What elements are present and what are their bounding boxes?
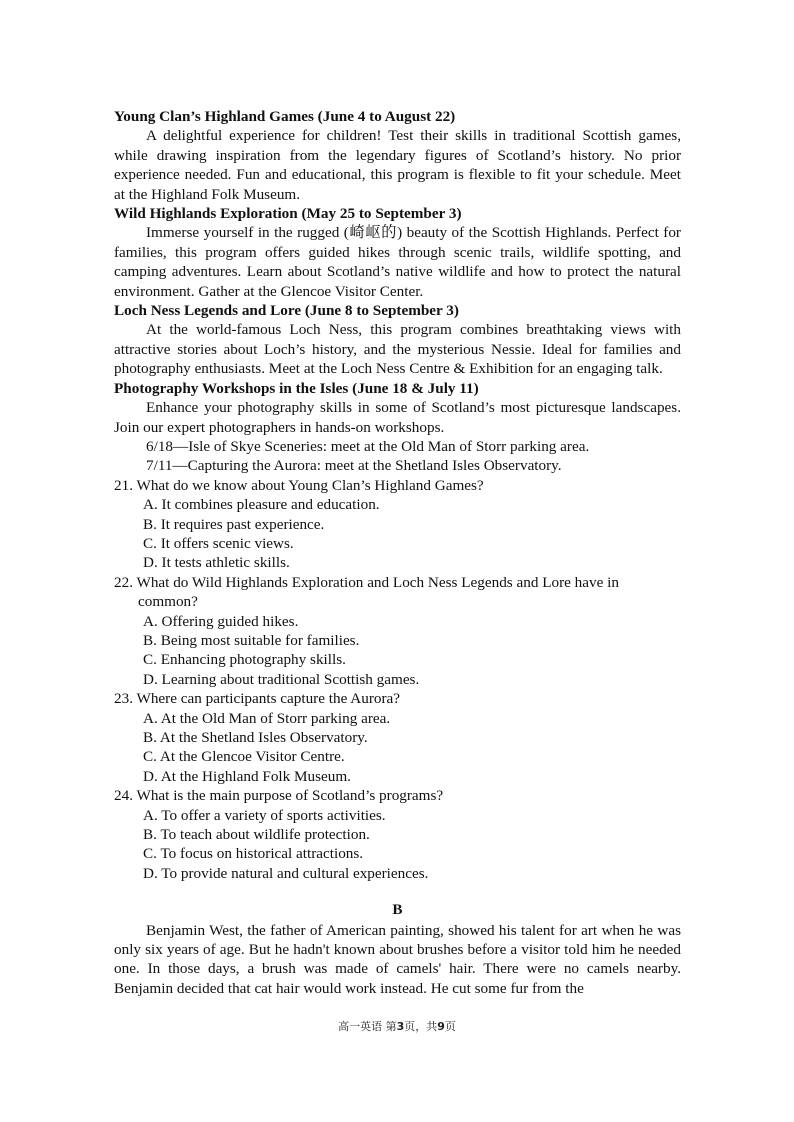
answer-option: D. Learning about traditional Scottish games. bbox=[143, 670, 420, 688]
answer-option: D. At the Highland Folk Museum. bbox=[143, 767, 351, 785]
program-loch-ness bbox=[114, 301, 681, 379]
answer-option: C. At the Glencoe Visitor Centre. bbox=[143, 748, 345, 766]
answer-option: A. To offer a variety of sports activities. bbox=[143, 806, 386, 824]
question-stem: 21. What do we know about Young Clan’s Highland Games? bbox=[114, 476, 484, 494]
program-heading: Loch Ness Legends and Lore (June 8 to September 3) bbox=[114, 302, 459, 320]
program-description: A delightful experience for children! Test their skills in traditional Scottish games, while drawing inspiration from the legendary figures of Scotland’s history. No prior experience needed. Fun and educational, this program is flexible to fit your schedule. Meet at the Highland Folk Museum. bbox=[114, 127, 681, 203]
question-23 bbox=[114, 689, 681, 786]
section-b-label: B bbox=[392, 901, 403, 919]
footer-page-current: 3 bbox=[396, 1020, 405, 1033]
footer-page-total: 9 bbox=[437, 1020, 445, 1033]
answer-option: A. Offering guided hikes. bbox=[143, 612, 299, 630]
program-photography bbox=[114, 379, 681, 476]
question-21 bbox=[114, 476, 681, 573]
program-heading: Photography Workshops in the Isles (June 18 & July 11) bbox=[114, 379, 479, 397]
answer-option: D. It tests athletic skills. bbox=[143, 554, 290, 572]
question-stem: 24. What is the main purpose of Scotland’s programs? bbox=[114, 787, 444, 805]
footer-page-mid: 页，共 bbox=[404, 1020, 438, 1033]
answer-option: A. At the Old Man of Storr parking area. bbox=[143, 709, 391, 727]
footer-page-suffix: 页 bbox=[444, 1020, 456, 1033]
footer-subject: 高一英语 bbox=[338, 1020, 383, 1033]
question-stem: 23. Where can participants capture the Aurora? bbox=[114, 690, 401, 708]
answer-option: A. It combines pleasure and education. bbox=[143, 496, 380, 514]
program-heading: Wild Highlands Exploration (May 25 to September 3) bbox=[114, 205, 462, 223]
answer-option: B. At the Shetland Isles Observatory. bbox=[143, 729, 368, 746]
program-wild-highlands bbox=[114, 204, 681, 301]
schedule-item: 7/11—Capturing the Aurora: meet at the Shetland Isles Observatory. bbox=[146, 457, 562, 475]
answer-option: C. It offers scenic views. bbox=[143, 534, 294, 552]
answer-option: C. Enhancing photography skills. bbox=[143, 651, 346, 669]
question-22 bbox=[114, 573, 681, 689]
answer-option: C. To focus on historical attractions. bbox=[143, 845, 364, 863]
program-young-clan bbox=[114, 107, 681, 204]
question-stem: 22. What do Wild Highlands Exploration and Loch Ness Legends and Lore have in common? bbox=[114, 573, 619, 611]
page-footer bbox=[0, 1018, 794, 1034]
page-content bbox=[114, 107, 681, 998]
section-b-passage: Benjamin West, the father of American painting, showed his talent for art when he was only six years of age. But he hadn't known about brushes before a visitor told him he needed one. In those days, a brush was made of camels' hair. There were no camels nearby. Benjamin decided that cat hair would work instead. He cut some fur from the bbox=[114, 921, 681, 997]
program-description: Immerse yourself in the rugged (崎岖的) beauty of the Scottish Highlands. Perfect for families, this program offers guided hikes through scenic trails, wildlife spotting, and camping adventures. Learn about Scotland’s native wildlife and how to protect the natural environment. Gather at the Glencoe Visitor Center. bbox=[114, 224, 681, 300]
schedule-item: 6/18—Isle of Skye Sceneries: meet at the Old Man of Storr parking area. bbox=[146, 437, 590, 455]
program-description: At the world-famous Loch Ness, this program combines breathtaking views with attractive stories about Loch’s history, and the mysterious Nessie. Ideal for families and photography enthusiasts. Meet at the Loch Ness Centre & Exhibition for an engaging talk. bbox=[114, 321, 681, 378]
question-24 bbox=[114, 786, 681, 883]
program-heading: Young Clan’s Highland Games (June 4 to August 22) bbox=[114, 108, 456, 125]
footer-page-prefix: 第 bbox=[385, 1020, 397, 1033]
answer-option: B. It requires past experience. bbox=[143, 515, 325, 533]
answer-option: B. To teach about wildlife protection. bbox=[143, 826, 370, 844]
answer-option: B. Being most suitable for families. bbox=[143, 631, 360, 649]
answer-option: D. To provide natural and cultural experiences. bbox=[143, 864, 429, 882]
program-description: Enhance your photography skills in some of Scotland’s most picturesque landscapes. Join our expert photographers in hands-on workshops. bbox=[114, 399, 681, 436]
